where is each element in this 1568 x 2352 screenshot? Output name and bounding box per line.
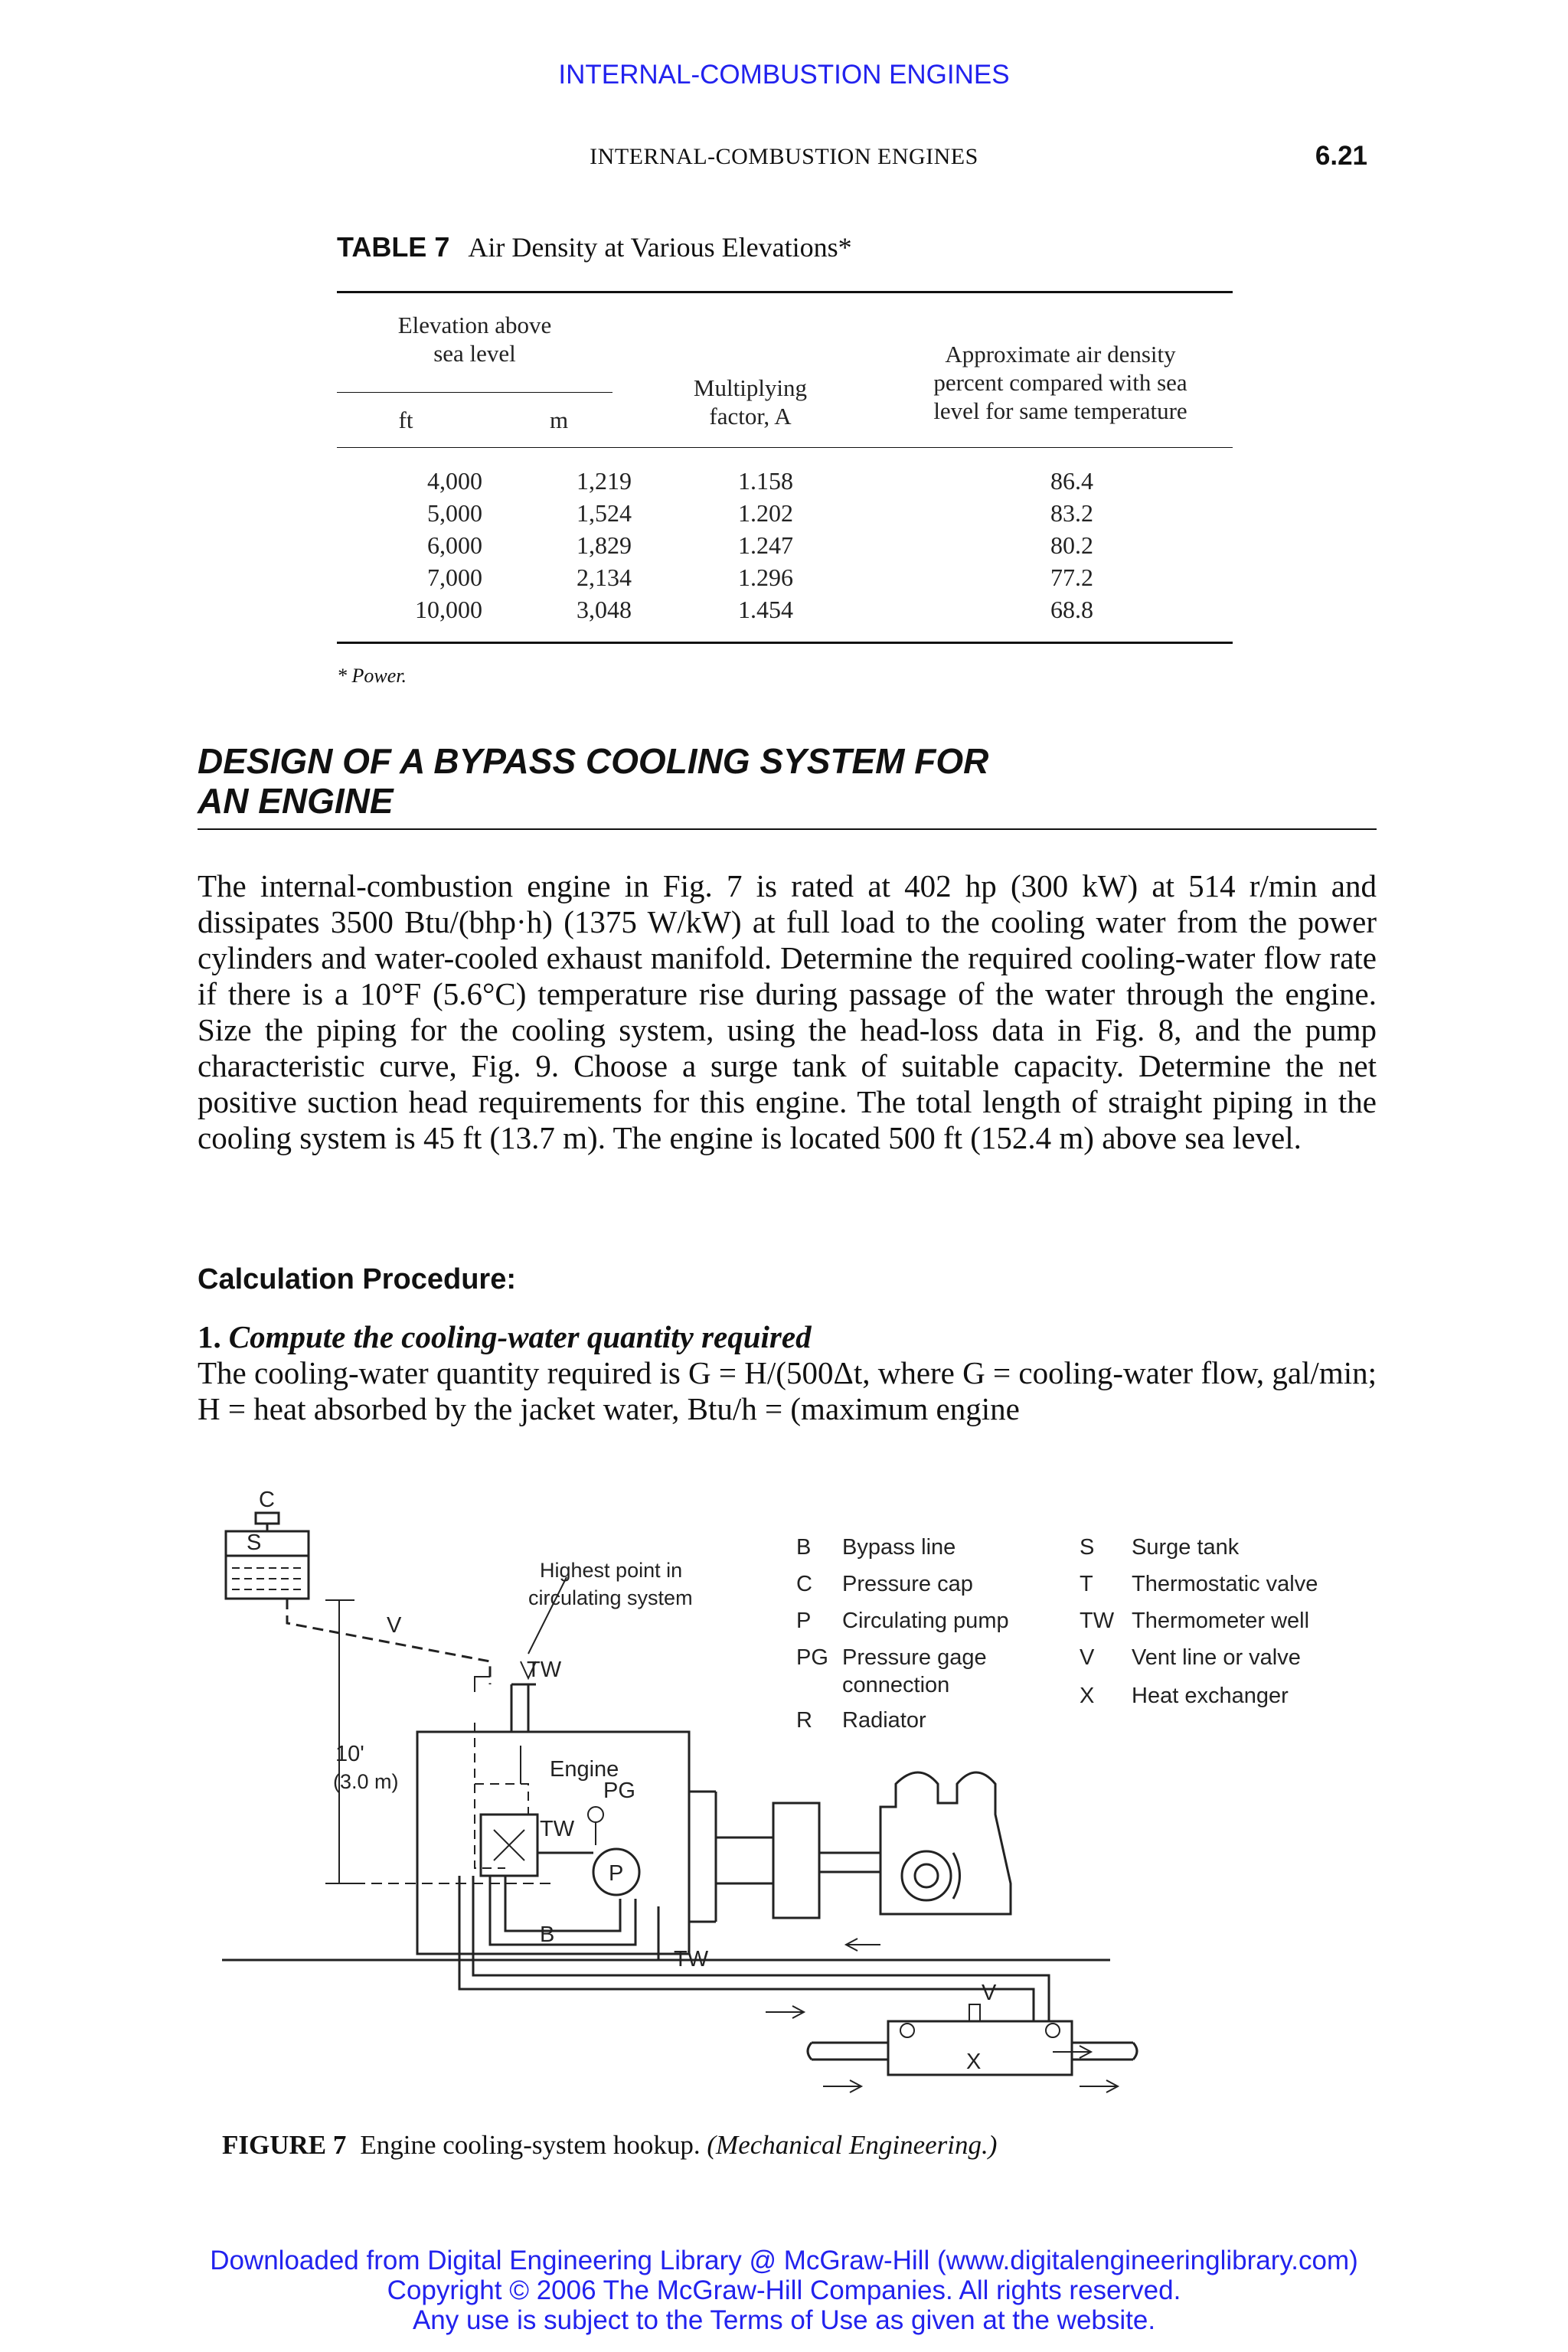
cell-factor: 1.247 xyxy=(738,531,793,559)
legend-label: Pressure gage xyxy=(842,1645,987,1670)
cell-density: 68.8 xyxy=(1050,596,1093,623)
pressure-cap xyxy=(256,1513,279,1524)
label-engine: Engine xyxy=(550,1757,619,1782)
vent-line xyxy=(287,1599,490,1684)
cell-ft: 5,000 xyxy=(427,499,482,527)
footer-terms-line: Any use is subject to the Terms of Use as given at the website. xyxy=(412,2305,1156,2335)
section-rule xyxy=(198,828,1377,830)
label-tw-bottom: TW xyxy=(674,1947,709,1971)
page-number: 6.21 xyxy=(1315,141,1367,171)
legend-left xyxy=(796,1535,1009,1733)
label-vent: V xyxy=(387,1613,402,1638)
legend-key: C xyxy=(796,1572,812,1596)
legend-right xyxy=(1080,1535,1318,1708)
table-row xyxy=(337,596,1233,629)
legend-label: Surge tank xyxy=(1132,1535,1240,1560)
label-tw-top: TW xyxy=(527,1658,562,1682)
header-factor xyxy=(658,374,842,430)
cell-ft: 7,000 xyxy=(427,564,482,591)
cell-m: 1,829 xyxy=(577,531,632,559)
cell-ft: 10,000 xyxy=(415,596,482,623)
label-tw-mid: TW xyxy=(540,1817,575,1841)
figure-caption xyxy=(222,2130,997,2161)
figure-caption-source: (Mechanical Engineering.) xyxy=(707,2130,998,2160)
step1-title: Compute the cooling-water quantity required xyxy=(228,1319,812,1354)
table-bottom-rule xyxy=(337,642,1233,644)
legend-label: connection xyxy=(842,1673,950,1697)
legend-label: Bypass line xyxy=(842,1535,956,1560)
label-highest-1: Highest point in xyxy=(540,1559,683,1582)
cell-m: 3,048 xyxy=(577,596,632,623)
label-pump: P xyxy=(609,1861,624,1886)
table-row xyxy=(337,467,1233,500)
top-banner: INTERNAL-COMBUSTION ENGINES xyxy=(558,60,1010,90)
footer-download-line: Downloaded from Digital Engineering Library @ McGraw-Hill (www.digitalengineeringlibrary.com) xyxy=(210,2246,1358,2275)
cooling-system-diagram xyxy=(0,1455,1568,2113)
header-elevation-line2: sea level xyxy=(433,340,516,367)
header-factor-line1: Multiplying xyxy=(693,374,808,401)
legend-label: Heat exchanger xyxy=(1132,1684,1289,1708)
table-label: TABLE 7 xyxy=(337,231,450,263)
label-height-2: (3.0 m) xyxy=(333,1770,399,1793)
cell-factor: 1.454 xyxy=(738,596,793,623)
cell-density: 86.4 xyxy=(1050,467,1093,495)
bypass-line xyxy=(490,1876,635,1945)
header-factor-line2: factor, A xyxy=(709,403,792,430)
label-highest-2: circulating system xyxy=(528,1586,693,1609)
section-title xyxy=(198,741,1377,821)
cell-m: 1,219 xyxy=(577,467,632,495)
header-bottom-rule xyxy=(337,447,1233,448)
flywheel xyxy=(773,1803,819,1918)
legend-label: Thermometer well xyxy=(1132,1609,1310,1633)
figure-label: FIGURE 7 xyxy=(222,2130,347,2160)
cell-m: 1,524 xyxy=(577,499,632,527)
elevation-span-rule xyxy=(337,392,612,393)
header-density-line3: level for same temperature xyxy=(933,397,1187,424)
header-elevation-line1: Elevation above xyxy=(397,312,552,338)
table-row xyxy=(337,531,1233,564)
step1-number: 1. xyxy=(198,1319,221,1354)
step1-heading xyxy=(198,1318,812,1355)
table-row xyxy=(337,499,1233,532)
step1-paragraph: The cooling-water quantity required is G = H/(500Δt, where G = cooling-water flow, gal/min; H = heat absorbed by the jacket water, Btu/h = (maximum engine xyxy=(198,1355,1377,1426)
legend-label: Circulating pump xyxy=(842,1609,1009,1633)
header-ft: ft xyxy=(398,407,413,433)
section-title-line2: AN ENGINE xyxy=(198,781,394,821)
table-row xyxy=(337,564,1233,596)
legend-key: TW xyxy=(1080,1609,1115,1633)
legend-label: Thermostatic valve xyxy=(1132,1572,1318,1596)
label-vent-hx: V xyxy=(982,1981,997,2005)
label-bypass: B xyxy=(540,1922,555,1947)
header-density-line1: Approximate air density xyxy=(945,341,1176,368)
cell-factor: 1.158 xyxy=(738,467,793,495)
legend-key: T xyxy=(1080,1572,1093,1596)
legend-key: PG xyxy=(796,1645,828,1670)
return-pipe xyxy=(473,1876,1049,2021)
header-m: m xyxy=(549,407,569,433)
problem-paragraph: The internal-combustion engine in Fig. 7 is rated at 402 hp (300 kW) at 514 r/min and dissipates 3500 Btu/(bhp·h) (1375 W/kW) at full load to the cooling water from the power cylinders and water-cooled exhaust manifold. Determine the required cooling-water flow rate if there is a 10°F (5.6°C) temperature rise during passage of the water through the engine. Size the piping for the cooling system, using the head-loss data in Fig. 8, and the pump characteristic curve, Fig. 9. Choose a surge tank of suitable capacity. Determine the net positive suction head requirements for this engine. The total length of straight piping in the cooling system is 45 ft (13.7 m). The engine is located 500 ft (152.4 m) above sea level. xyxy=(198,868,1377,1155)
label-pg: PG xyxy=(603,1779,635,1803)
table-caption xyxy=(337,231,852,263)
cell-factor: 1.296 xyxy=(738,564,793,591)
cell-ft: 6,000 xyxy=(427,531,482,559)
table-top-rule xyxy=(337,291,1233,293)
figure-caption-text: Engine cooling-system hookup. xyxy=(360,2130,701,2160)
legend-key: B xyxy=(796,1535,812,1560)
driven-wheel xyxy=(902,1851,951,1900)
cell-factor: 1.202 xyxy=(738,499,793,527)
section-title-line1: DESIGN OF A BYPASS COOLING SYSTEM FOR xyxy=(198,741,989,781)
label-surge: S xyxy=(247,1530,262,1555)
surge-tank xyxy=(226,1531,309,1599)
legend-key: V xyxy=(1080,1645,1095,1670)
cell-density: 80.2 xyxy=(1050,531,1093,559)
table-title: Air Density at Various Elevations* xyxy=(468,232,852,263)
label-exchanger: X xyxy=(966,2050,982,2074)
footer-copyright-line: Copyright © 2006 The McGraw-Hill Companies. All rights reserved. xyxy=(387,2275,1181,2305)
header-elevation xyxy=(337,311,612,368)
table-footnote: * Power. xyxy=(337,665,407,687)
legend-key: R xyxy=(796,1708,812,1733)
header-density-line2: percent compared with sea xyxy=(933,369,1187,396)
legend-label: Radiator xyxy=(842,1708,926,1733)
cell-ft: 4,000 xyxy=(427,467,482,495)
cell-density: 77.2 xyxy=(1050,564,1093,591)
running-head: INTERNAL-COMBUSTION ENGINES xyxy=(590,144,978,169)
label-cap: C xyxy=(259,1488,275,1512)
legend-key: S xyxy=(1080,1535,1095,1560)
header-density xyxy=(888,340,1233,425)
legend-label: Pressure cap xyxy=(842,1572,973,1596)
legend-key: P xyxy=(796,1609,812,1633)
calculation-heading: Calculation Procedure: xyxy=(198,1263,516,1295)
legend-label: Vent line or valve xyxy=(1132,1645,1301,1670)
cell-m: 2,134 xyxy=(577,564,632,591)
cell-density: 83.2 xyxy=(1050,499,1093,527)
legend-key: X xyxy=(1080,1684,1095,1708)
label-height-1: 10' xyxy=(335,1742,364,1766)
